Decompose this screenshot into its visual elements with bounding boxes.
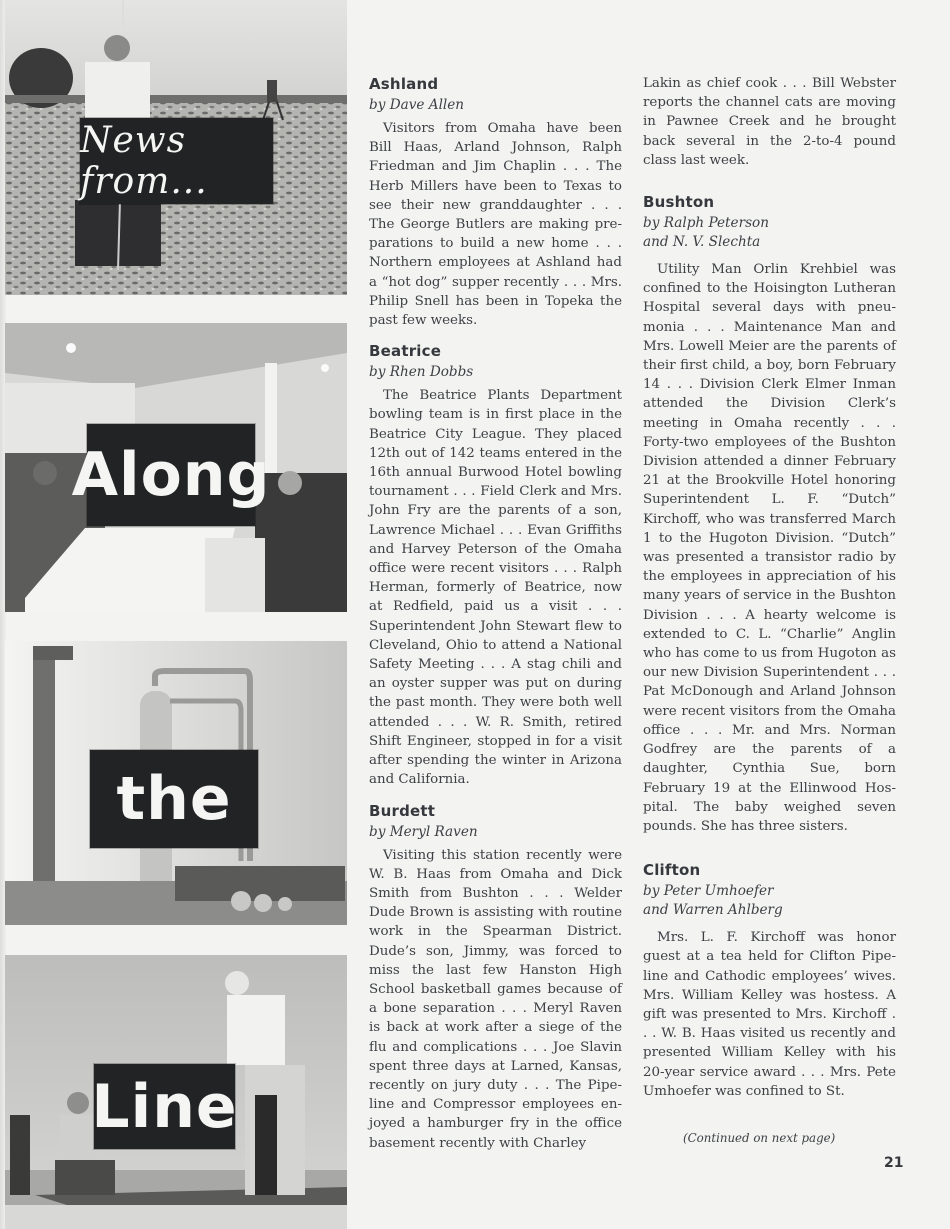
section-byline-2: and N. V. Slechta xyxy=(643,234,761,251)
photo-industrial-plant xyxy=(5,641,347,925)
section-body: Mrs. L. F. Kirchoff was honor guest at a tea held for Clifton Pipeline and Cathodic employees’ wives. Mrs. William Kelley was hostess. A gift was presented to Mrs. Kirchoff . . . W. B. Haas visited us recently and presented William Kelley with his 20-year service award . . . Mrs. Pete Umhoefer was confined to St. xyxy=(643,930,896,1099)
section-body: Utility Man Orlin Krehbiel was confined to the Hoisington Lutheran Hospital several days with pneumonia . . . Maintenance Man and Mrs. Lowell Meier are the parents of their first child, a boy, born February 14 . . . Division Clerk Elmer Inman attended the Division Clerk’s meeting in Omaha recently . . . Forty-two employees of the Bushton Division attended a dinner February 21 at the Brookville Hotel honoring Superintendent L. F. “Dutch” Kirchoff, who was transferred March 1 to the Hugoton Division. “Dutch” was presented a transistor radio by the employees in appreciation of his many years of service in the Bushton Division . . . A hearty welcome is extended to C. L. “Charlie” Anglin who has come to us from Hugoton as our new Division Superintendent . . . Pat McDonough and Arland Johnson were recent visitors from the Omaha office . . . Mr. and Mrs. Norman Godfrey are the parents of a daughter, Cynthia Sue, born February 19 at the Ellinwood Hospital. The baby weighed seven pounds. She has three sisters. xyxy=(643,262,896,834)
section-byline: by Dave Allen xyxy=(369,97,465,113)
sign-along xyxy=(71,424,271,526)
section-burdett xyxy=(369,801,622,1153)
section-body: Visitors from Omaha have been Bill Haas, Arland Johnson, Ralph Friedman and Jim Chaplin . . . The Herb Millers have been to Texas to see their new granddaughter . . . The George Butlers are making preparations to build a new home . . . Northern employees at Ashland had a “hot dog” supper recently . . . Mrs. Philip Snell has been in Topeka the past few weeks. xyxy=(369,121,622,329)
section-bushton xyxy=(643,192,896,836)
section-title: Clifton xyxy=(643,861,701,880)
section-title: Burdett xyxy=(369,801,436,820)
photo-golf-tee xyxy=(5,955,347,1229)
section-ashland xyxy=(369,74,622,330)
section-byline-2: and Warren Ahlberg xyxy=(643,902,783,919)
section-clifton xyxy=(643,860,896,1101)
sign-text: Along xyxy=(71,440,271,510)
sign-line xyxy=(91,1064,238,1149)
sign-the xyxy=(90,750,258,848)
section-title: Bushton xyxy=(643,193,715,212)
section-body: Visiting this station recently were W. B. Haas from Omaha and Dick Smith from Bushton . . . Welder Dude Brown is assisting with routine work in the Spearman District. Dude’s son, Jimmy, was forced to miss the last few Hanston High School basketball games because of a bone separation . . . Meryl Raven is back at work after a siege of the flu and complications . . . Joe Slavin spent three days at Larned, Kansas, recently on jury duty . . . The Pipeline and Compressor employees enjoyed a hamburger fry in the office basement recently with Charley xyxy=(369,847,622,1151)
section-title: Ashland xyxy=(369,75,439,93)
section-title: Beatrice xyxy=(369,342,442,361)
section-byline: by Ralph Peterson xyxy=(643,215,769,232)
section-byline: by Peter Umhoefer xyxy=(643,883,774,900)
sign-news-from xyxy=(80,118,273,204)
sign-text: News from... xyxy=(80,120,208,202)
section-byline: by Rhen Dobbs xyxy=(369,364,474,381)
page-number: 21 xyxy=(884,1155,904,1171)
photo-surveyor-field xyxy=(5,0,347,295)
section-body: The Beatrice Plants Department bowling team is in first place in the Beatrice City League. They placed 12th out of 142 teams entered in the 16th annual Burwood Hotel bowling tournament . . . Field Clerk and Mrs. John Fry are the parents of a son, Lawrence Michael . . . Evan Griffiths and Harvey Peterson of the Omaha office were recent visitors . . . Ralph Herman, formerly of Beatrice, now at Redfield, paid us a visit . . . Superintendent John Stewart flew to Cleveland, Ohio to attend a National Safety Meeting . . . A stag chili and an oyster supper was put on during the past month. They were both well attended . . . W. R. Smith, retired Shift Engineer, stopped in for a visit after spending the winter in Arizona and California. xyxy=(369,388,622,788)
text-column-left xyxy=(369,74,622,1153)
continued-paragraph: Lakin as chief cook . . . Bill Webster reports the channel cats are moving in Pawnee Creek and he brought back several in the 2-to-4 pound class last week. xyxy=(643,76,896,168)
section-byline: by Meryl Raven xyxy=(369,823,478,840)
photo-banquet-hall xyxy=(5,323,347,612)
sign-text: the xyxy=(116,764,232,834)
section-beatrice xyxy=(369,341,622,789)
text-column-right xyxy=(643,74,896,1101)
continued-note: (Continued on next page) xyxy=(683,1131,836,1145)
sign-text: Line xyxy=(91,1071,238,1142)
